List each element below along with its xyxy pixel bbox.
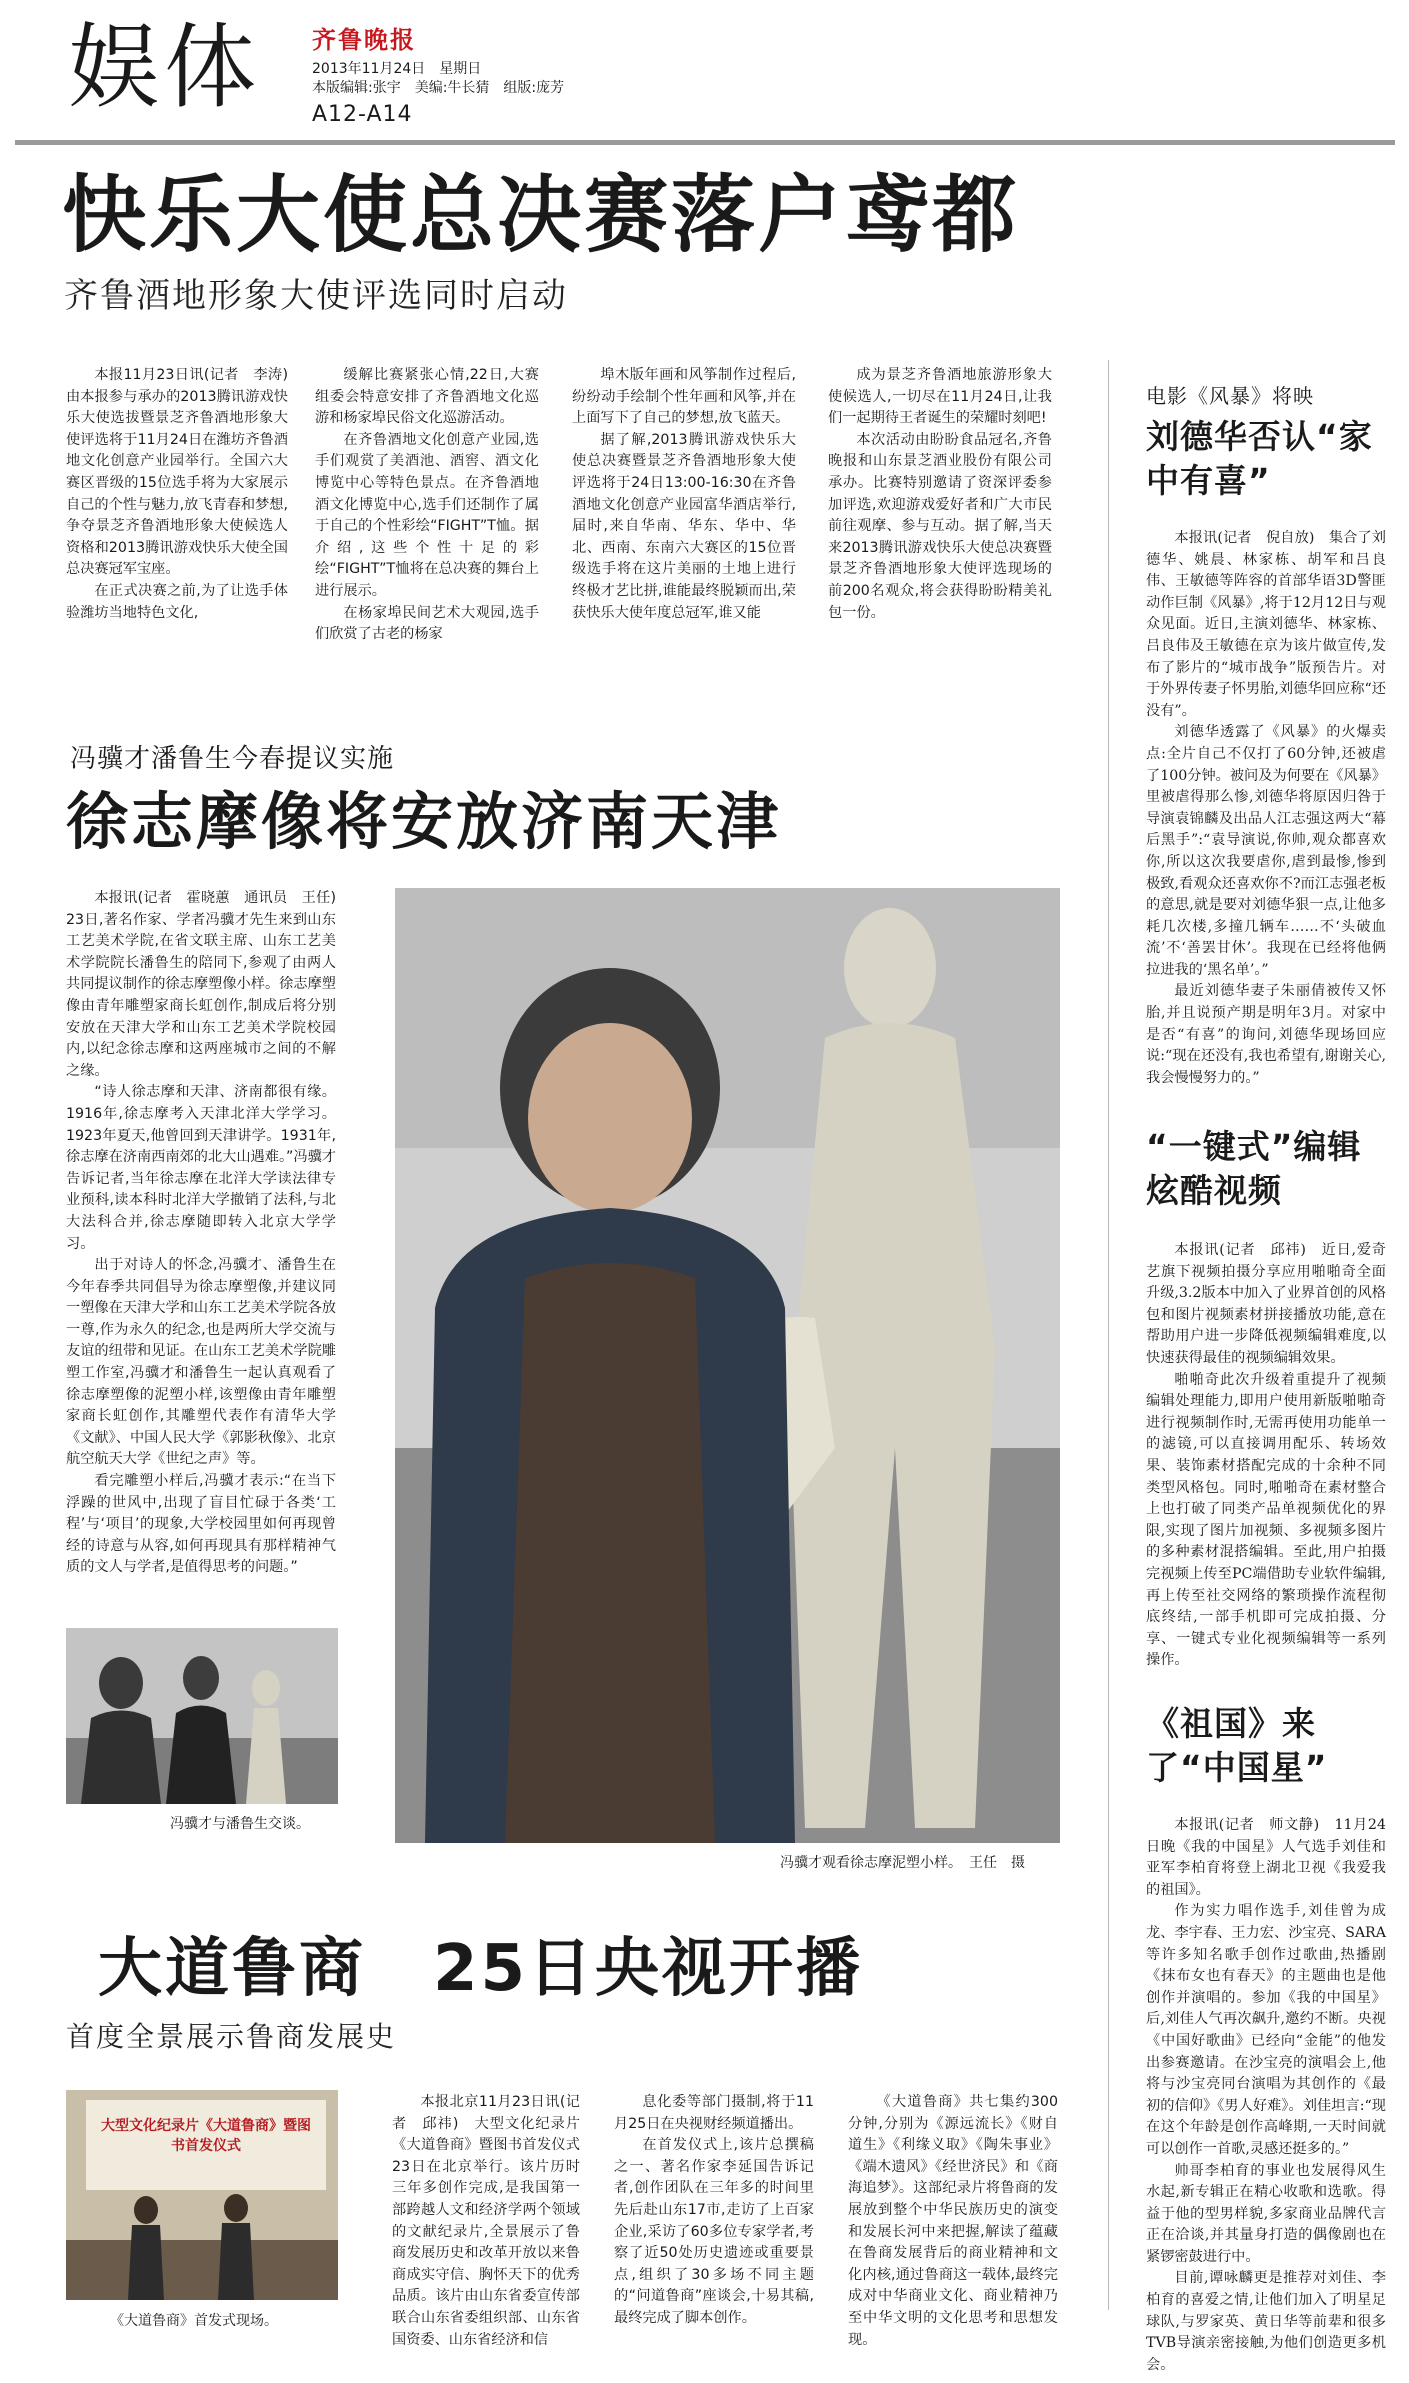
story3-column xyxy=(392,2092,580,2370)
paragraph: 在齐鲁酒地文化创意产业园,选手们观赏了美酒池、酒窖、酒文化博览中心等特色景点。在齐鲁酒地酒文化博览中心,选手们还制作了属于自己的个性彩绘“FIGHT”T恤。据介绍,这些个性十足的彩绘“FIGHT”T恤将在总决赛的舞台上进行展示。 xyxy=(315,431,539,599)
paragraph: 在杨家埠民间艺术大观园,选手们欣赏了古老的杨家 xyxy=(315,604,539,643)
story3-column xyxy=(614,2092,814,2370)
event-banner: 大型文化纪录片《大道鲁商》暨图书首发仪式 xyxy=(101,2118,311,2154)
sidebar1-body xyxy=(1146,528,1386,1086)
photo-scene xyxy=(66,1628,338,1804)
story1-subhead: 齐鲁酒地形象大使评选同时启动 xyxy=(64,276,568,316)
launch-photo-caption: 《大道鲁商》首发式现场。 xyxy=(110,2313,278,2329)
paragraph: 《大道鲁商》共七集约300分钟,分别为《源远流长》《财自道生》《利缘义取》《陶朱事业》《端木遗风》《经世济民》和《商海追梦》。这部纪录片将鲁商的发展放到整个中华民族历史的演变和发展长河中来把握,解读了蕴藏在鲁商发展背后的商业精神和文化内核,通过鲁商这一载体,最终完成对中华商业文化、商业精神乃至中华文明的文化思考和思想发现。 xyxy=(848,2094,1058,2348)
story3-headline: 大道鲁商 25日央视开播 xyxy=(98,1932,864,2006)
main-photo-caption: 冯骥才观看徐志摩泥塑小样。 王任 摄 xyxy=(780,1855,1025,1871)
paragraph: 本报讯(记者 霍晓蕙 通讯员 王任) 23日,著名作家、学者冯骥才先生来到山东工艺美术学院,在省文联主席、山东工艺美术学院院长潘鲁生的陪同下,参观了由两人共同提议制作的徐志摩塑像小样。徐志摩塑像由青年雕塑家商长虹创作,制成后将分别安放在天津大学和山东工艺美术学院校园内,以纪念徐志摩和这两座城市之间的不解之缘。 xyxy=(66,890,351,1079)
paragraph: 缓解比赛紧张心情,22日,大赛组委会特意安排了齐鲁酒地文化巡游和杨家埠民俗文化巡游活动。 xyxy=(315,367,539,427)
section-title: 娱体 xyxy=(68,14,261,121)
small-photo-caption: 冯骥才与潘鲁生交谈。 xyxy=(170,1816,310,1832)
paragraph: 刘德华透露了《风暴》的火爆卖点:全片自己不仅打了60分钟,还被虐了100分钟。被问及为何要在《风暴》里被虐得那么惨,刘德华将原因归咎于导演袁锦麟及出品人江志强这两大“幕后黑手”:“袁导演说,你帅,观众都喜欢你,所以这次我要虐你,虐到最惨,惨到极致,看观众还喜欢你不?而江志强老板的意思,就是要对刘德华狠一点,让他多耗几次楼,多撞几辆车……不‘头破血流’不‘善罢甘休’。我现在已经将他俩拉进我的‘黑名单’。” xyxy=(1146,724,1386,978)
paragraph: 在首发仪式上,该片总撰稿之一、著名作家李延国告诉记者,创作团队在三年多的时间里先后赴山东17市,走访了上百家企业,采访了60多位专家学者,考察了近50处历史遗迹或重要景点,组织了30多场不同主题的“问道鲁商”座谈会,十易其稿,最终完成了脚本创作。 xyxy=(614,2137,814,2326)
page-staff: 本版编辑:张宇 美编:牛长猜 组版:庞芳 xyxy=(312,80,565,96)
photo-scene xyxy=(395,888,1060,1843)
sidebar2-body xyxy=(1146,1240,1386,1670)
story2-kicker: 冯骥才潘鲁生今春提议实施 xyxy=(70,744,395,774)
sidebar1-kicker: 电影《风暴》将映 xyxy=(1146,384,1314,408)
paragraph: 息化委等部门摄制,将于11月25日在央视财经频道播出。 xyxy=(614,2094,814,2132)
masthead-rule xyxy=(15,140,1395,145)
story1-column xyxy=(572,365,796,665)
newspaper-logo: 齐鲁晚报 xyxy=(312,25,416,54)
paragraph: 据了解,2013腾讯游戏快乐大使总决赛暨景芝齐鲁酒地形象大使评选将于24日13:00-16:30在齐鲁酒地文化创意产业园富华酒店举行,届时,来自华南、华东、华中、华北、西南、东南六大赛区的15位晋级选手将在这片美丽的土地上进行终极才艺比拼,谁能最终脱颖而出,荣获快乐大使年度总冠军,谁又能 xyxy=(572,431,796,621)
sidebar3-headline: 《祖国》来了“中国星” xyxy=(1146,1704,1328,1787)
paragraph: 本报讯(记者 倪自放) 集合了刘德华、姚晨、林家栋、胡军和吕良伟、王敏德等阵容的首部华语3D警匪动作巨制《风暴》,将于12月12日与观众见面。近日,主演刘德华、林家栋、吕良伟及王敏德在京为该片做宣传,发布了影片的“城市战争”版预告片。对于外界传妻子怀男胎,刘德华回应称“还没有”。 xyxy=(1146,530,1386,719)
paragraph: “诗人徐志摩和天津、济南都很有缘。1916年,徐志摩考入天津北洋大学学习。1923年夏天,他曾回到天津讲学。1931年,徐志摩在济南西南郊的北大山遇难。”冯骥才告诉记者,当年徐志摩在北洋大学读法律专业预科,读本科时北洋大学撤销了法科,与北大法科合并,徐志摩随即转入北京大学学习。 xyxy=(66,1084,336,1252)
story3-column xyxy=(848,2092,1058,2370)
paragraph: 本报讯(记者 师文静) 11月24日晚《我的中国星》人气选手刘佳和亚军李柏育将登上湖北卫视《我爱我的祖国》。 xyxy=(1146,1817,1386,1898)
story3-subhead: 首度全景展示鲁商发展史 xyxy=(66,2020,397,2053)
launch-event-photo xyxy=(66,2090,338,2300)
paragraph: 帅哥李柏育的事业也发展得风生水起,新专辑正在精心收歌和选歌。得益于他的型男样貌,多家商业品牌代言正在洽谈,并其量身打造的偶像剧也在紧锣密鼓进行中。 xyxy=(1146,2162,1386,2265)
story1-column xyxy=(828,365,1052,665)
paragraph: 啪啪奇此次升级着重提升了视频编辑处理能力,即用户使用新版啪啪奇进行视频制作时,无需再使用功能单一的滤镜,可以直接调用配乐、转场效果、装饰素材搭配完成的十余种不同类型风格包。同时,啪啪奇在素材整合上也打破了同类产品单视频优化的界限,实现了图片加视频、多视频多图片的多种素材混搭编辑。至此,用户拍摄完视频上传至PC端借助专业软件编辑,再上传至社交网络的繁琐操作流程彻底终结,一部手机即可完成拍摄、分享、一键式专业化视频编辑等一系列操作。 xyxy=(1146,1371,1386,1669)
sculpture-photo xyxy=(395,888,1060,1843)
sidebar3-body xyxy=(1146,1815,1386,2373)
paragraph: 出于对诗人的怀念,冯骥才、潘鲁生在今年春季共同倡导为徐志摩塑像,并建议同一塑像在天津大学和山东工艺美术学院各放一尊,作为永久的纪念,也是两所大学交流与友谊的纽带和见证。在山东工艺美术学院雕塑工作室,冯骥才和潘鲁生一起认真观看了徐志摩塑像的泥塑小样,该塑像由青年雕塑家商长虹创作,其雕塑代表作有清华大学《文献》、中国人民大学《郭影秋像》、北京航空航天大学《世纪之声》等。 xyxy=(66,1257,336,1468)
column-divider xyxy=(1108,360,1109,2310)
paragraph: 作为实力唱作选手,刘佳曾为成龙、李宇春、王力宏、沙宝亮、SARA等许多知名歌手创作过歌曲,热播剧《抹布女也有春天》的主题曲也是他创作并演唱的。参加《我的中国星》后,刘佳人气再次飙升,邀约不断。央视《中国好歌曲》已经向“金能”的他发出参赛邀请。在沙宝亮的演唱会上,他将与沙宝亮同台演唱为其创作的《最初的信仰》《男人好难》。刘佳坦言:“现在这个年龄是创作高峰期,一天时间就可以创作一首歌,灵感还挺多的。” xyxy=(1146,1903,1386,2157)
story2-body xyxy=(66,888,351,1610)
sidebar2-headline: “一键式”编辑炫酷视频 xyxy=(1146,1127,1362,1210)
paragraph: 在正式决赛之前,为了让选手体验潍坊当地特色文化, xyxy=(66,582,288,621)
paragraph: 本报11月23日讯(记者 李涛) 由本报参与承办的2013腾讯游戏快乐大使选拔暨景芝齐鲁酒地形象大使评选将于11月24日在潍坊齐鲁酒地文化创意产业园举行。全国六大赛区晋级的15位选手将为大家展示自己的个性与魅力,放飞青春和梦想,争夺景芝齐鲁酒地形象大使候选人资格和2013腾讯游戏快乐大使全国总决赛冠军宝座。 xyxy=(66,367,303,578)
story1-headline: 快乐大使总决赛落户鸢都 xyxy=(62,166,1020,264)
paragraph: 本次活动由盼盼食品冠名,齐鲁晚报和山东景芝酒业股份有限公司承办。比赛特别邀请了资深评委参加评选,欢迎游戏爱好者和广大市民前往观摩、参与互动。据了解,当天来2013腾讯游戏快乐大使总决赛暨景芝齐鲁酒地形象大使评选现场的前200名观众,将会获得盼盼精美礼包一份。 xyxy=(828,431,1052,621)
paragraph: 本报北京11月23日讯(记者 邱祎) 大型文化纪录片《大道鲁商》暨图书首发仪式23日在北京举行。该片历时三年多创作完成,是我国第一部跨越人文和经济学两个领域的文献纪录片,全景展示了鲁商发展历史和改革开放以来鲁商成实守信、胸怀天下的优秀品质。该片由山东省委宣传部联合山东省委组织部、山东省国资委、山东省经济和信 xyxy=(392,2094,580,2348)
issue-date: 2013年11月24日 星期日 xyxy=(312,61,482,77)
paragraph: 看完雕塑小样后,冯骥才表示:“在当下浮躁的世风中,出现了盲目忙碌于各类‘工程’与‘项目’的现象,大学校园里如何再现曾经的诗意与从容,如何再现具有那样精神气质的文人与学者,是值得思考的问题。” xyxy=(66,1473,336,1576)
page-range: A12-A14 xyxy=(312,102,413,127)
paragraph: 目前,谭咏麟更是推荐对刘佳、李柏育的喜爱之情,让他们加入了明星足球队,与罗家英、黄日华等前辈和很多TVB导演亲密接触,为他们创造更多机会。 xyxy=(1146,2270,1386,2373)
meeting-photo xyxy=(66,1628,338,1804)
paragraph: 最近刘德华妻子朱丽倩被传又怀胎,并且说预产期是明年3月。对家中是否“有喜”的询问,刘德华现场回应说:“现在还没有,我也希望有,谢谢关心,我会慢慢努力的。” xyxy=(1146,983,1386,1086)
paragraph: 本报讯(记者 邱祎) 近日,爱奇艺旗下视频拍摄分享应用啪啪奇全面升级,3.2版本中加入了业界首创的风格包和图片视频素材拼接播放功能,意在帮助用户进一步降低视频编辑难度,以快速获得最佳的视频编辑效果。 xyxy=(1146,1242,1386,1366)
paragraph: 埠木版年画和风筝制作过程后,纷纷动手绘制个性年画和风筝,并在上面写下了自己的梦想,放飞蓝天。 xyxy=(572,367,796,427)
paragraph: 成为景芝齐鲁酒地旅游形象大使候选人,一切尽在11月24日,让我们一起期待王者诞生的荣耀时刻吧! xyxy=(828,367,1052,427)
sidebar1-headline: 刘德华否认“家中有喜” xyxy=(1146,417,1373,500)
story1-column xyxy=(315,365,539,665)
story2-headline: 徐志摩像将安放济南天津 xyxy=(66,785,782,858)
story1-column xyxy=(66,365,303,665)
